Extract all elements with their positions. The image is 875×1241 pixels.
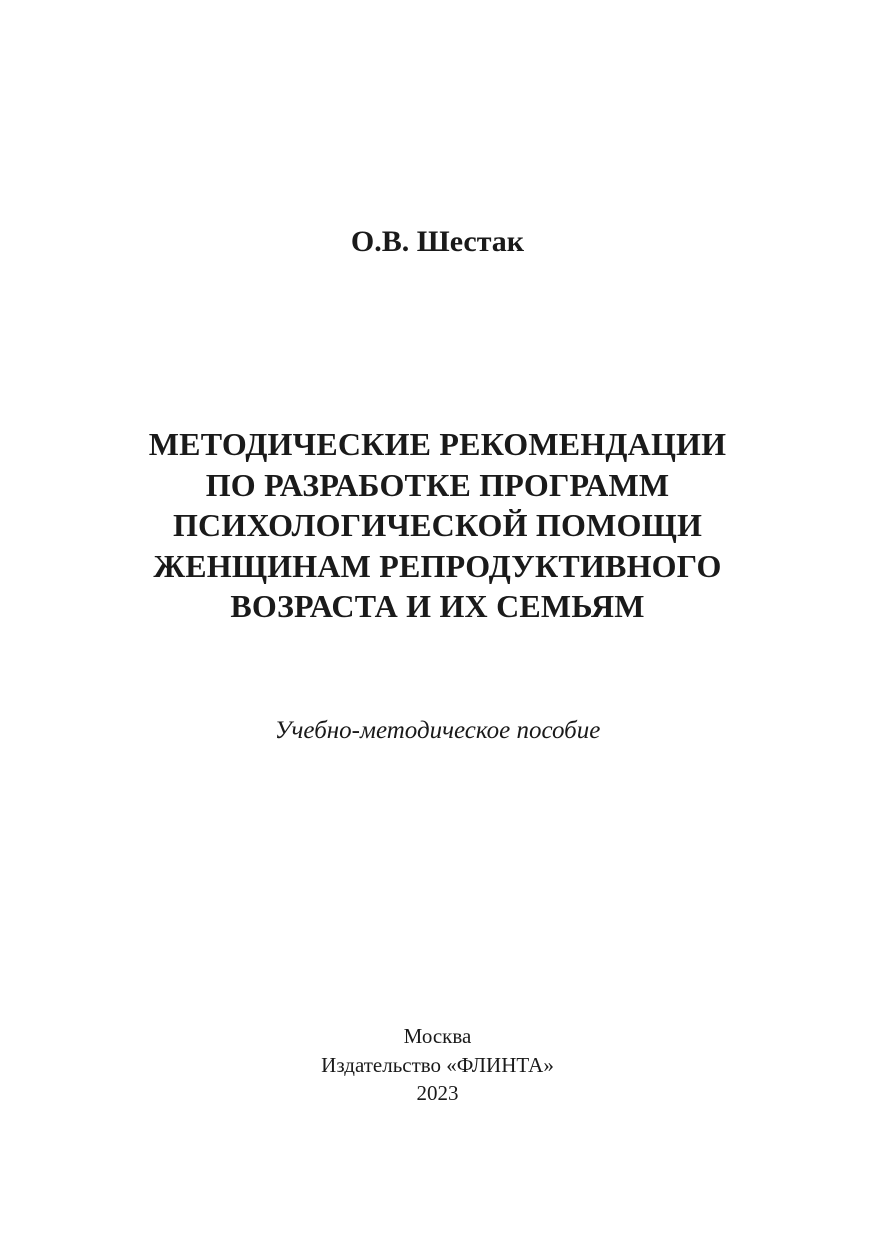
book-subtitle: Учебно-методическое пособие <box>274 717 601 744</box>
title-line: МЕТОДИЧЕСКИЕ РЕКОМЕНДАЦИИ <box>148 426 727 462</box>
title-line: ПСИХОЛОГИЧЕСКОЙ ПОМОЩИ <box>172 507 703 543</box>
book-title <box>0 424 875 627</box>
imprint <box>0 1022 875 1108</box>
title-line: ЖЕНЩИНАМ РЕПРОДУКТИВНОГО <box>153 547 722 584</box>
author-name: О.В. Шестак <box>350 225 525 258</box>
imprint-year: 2023 <box>416 1081 459 1105</box>
imprint-city: Москва <box>403 1024 472 1048</box>
title-line: ВОЗРАСТА И ИХ СЕМЬЯМ <box>230 588 645 624</box>
imprint-publisher: Издательство «ФЛИНТА» <box>321 1052 554 1077</box>
title-line: ПО РАЗРАБОТКЕ ПРОГРАММ <box>205 466 670 503</box>
